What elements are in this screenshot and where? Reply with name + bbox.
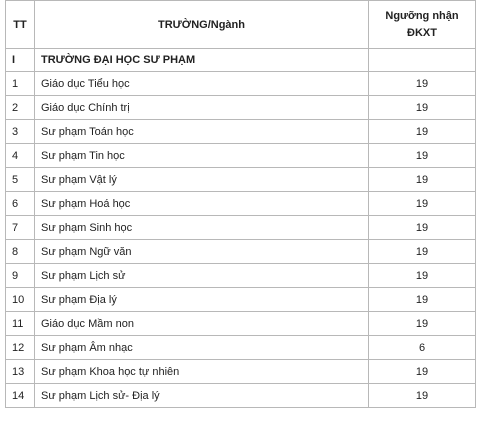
row-tt: 3 bbox=[6, 120, 35, 144]
row-threshold: 19 bbox=[369, 384, 476, 408]
header-threshold bbox=[369, 1, 476, 49]
row-major-name: Sư phạm Khoa học tự nhiên bbox=[35, 360, 369, 384]
group-tt: I bbox=[6, 49, 35, 72]
row-threshold: 19 bbox=[369, 72, 476, 96]
row-major-name: Sư phạm Lịch sử- Địa lý bbox=[35, 384, 369, 408]
row-threshold: 19 bbox=[369, 168, 476, 192]
table-row bbox=[6, 288, 476, 312]
table-row bbox=[6, 120, 476, 144]
row-major-name: Sư phạm Lịch sử bbox=[35, 264, 369, 288]
row-threshold: 19 bbox=[369, 96, 476, 120]
row-tt: 1 bbox=[6, 72, 35, 96]
table-row bbox=[6, 264, 476, 288]
header-threshold-line2: ĐKXT bbox=[407, 26, 437, 39]
row-threshold: 19 bbox=[369, 216, 476, 240]
row-tt: 11 bbox=[6, 312, 35, 336]
row-threshold: 19 bbox=[369, 288, 476, 312]
group-name: TRƯỜNG ĐẠI HỌC SƯ PHẠM bbox=[35, 49, 369, 72]
row-major-name: Sư phạm Địa lý bbox=[35, 288, 369, 312]
table-row bbox=[6, 336, 476, 360]
group-row bbox=[6, 49, 476, 72]
table-row bbox=[6, 216, 476, 240]
row-threshold: 6 bbox=[369, 336, 476, 360]
header-threshold-line1: Ngưỡng nhận bbox=[385, 9, 459, 22]
row-major-name: Giáo dục Chính trị bbox=[35, 96, 369, 120]
row-tt: 6 bbox=[6, 192, 35, 216]
table-row bbox=[6, 96, 476, 120]
row-major-name: Sư phạm Ngữ văn bbox=[35, 240, 369, 264]
row-threshold: 19 bbox=[369, 264, 476, 288]
header-school-major: TRƯỜNG/Ngành bbox=[35, 1, 369, 49]
table-row bbox=[6, 312, 476, 336]
row-major-name: Sư phạm Hoá học bbox=[35, 192, 369, 216]
row-tt: 8 bbox=[6, 240, 35, 264]
row-tt: 12 bbox=[6, 336, 35, 360]
table-row bbox=[6, 384, 476, 408]
row-tt: 10 bbox=[6, 288, 35, 312]
row-major-name: Sư phạm Tin học bbox=[35, 144, 369, 168]
row-tt: 14 bbox=[6, 384, 35, 408]
table-header-row bbox=[6, 1, 476, 49]
row-tt: 4 bbox=[6, 144, 35, 168]
header-tt: TT bbox=[6, 1, 35, 49]
row-major-name: Sư phạm Vật lý bbox=[35, 168, 369, 192]
table-row bbox=[6, 360, 476, 384]
row-threshold: 19 bbox=[369, 240, 476, 264]
row-major-name: Giáo dục Mầm non bbox=[35, 312, 369, 336]
table-row bbox=[6, 144, 476, 168]
row-major-name: Sư phạm Toán học bbox=[35, 120, 369, 144]
group-score bbox=[369, 49, 476, 72]
admission-threshold-table bbox=[5, 0, 476, 408]
table-body bbox=[6, 49, 476, 408]
table-row bbox=[6, 72, 476, 96]
row-tt: 5 bbox=[6, 168, 35, 192]
row-threshold: 19 bbox=[369, 192, 476, 216]
row-major-name: Sư phạm Sinh học bbox=[35, 216, 369, 240]
row-threshold: 19 bbox=[369, 312, 476, 336]
row-tt: 9 bbox=[6, 264, 35, 288]
table-row bbox=[6, 168, 476, 192]
row-threshold: 19 bbox=[369, 360, 476, 384]
row-tt: 2 bbox=[6, 96, 35, 120]
row-major-name: Giáo dục Tiểu học bbox=[35, 72, 369, 96]
admission-threshold-table-container bbox=[5, 0, 475, 408]
table-row bbox=[6, 192, 476, 216]
row-tt: 7 bbox=[6, 216, 35, 240]
row-threshold: 19 bbox=[369, 144, 476, 168]
row-tt: 13 bbox=[6, 360, 35, 384]
row-major-name: Sư phạm Âm nhạc bbox=[35, 336, 369, 360]
table-row bbox=[6, 240, 476, 264]
row-threshold: 19 bbox=[369, 120, 476, 144]
